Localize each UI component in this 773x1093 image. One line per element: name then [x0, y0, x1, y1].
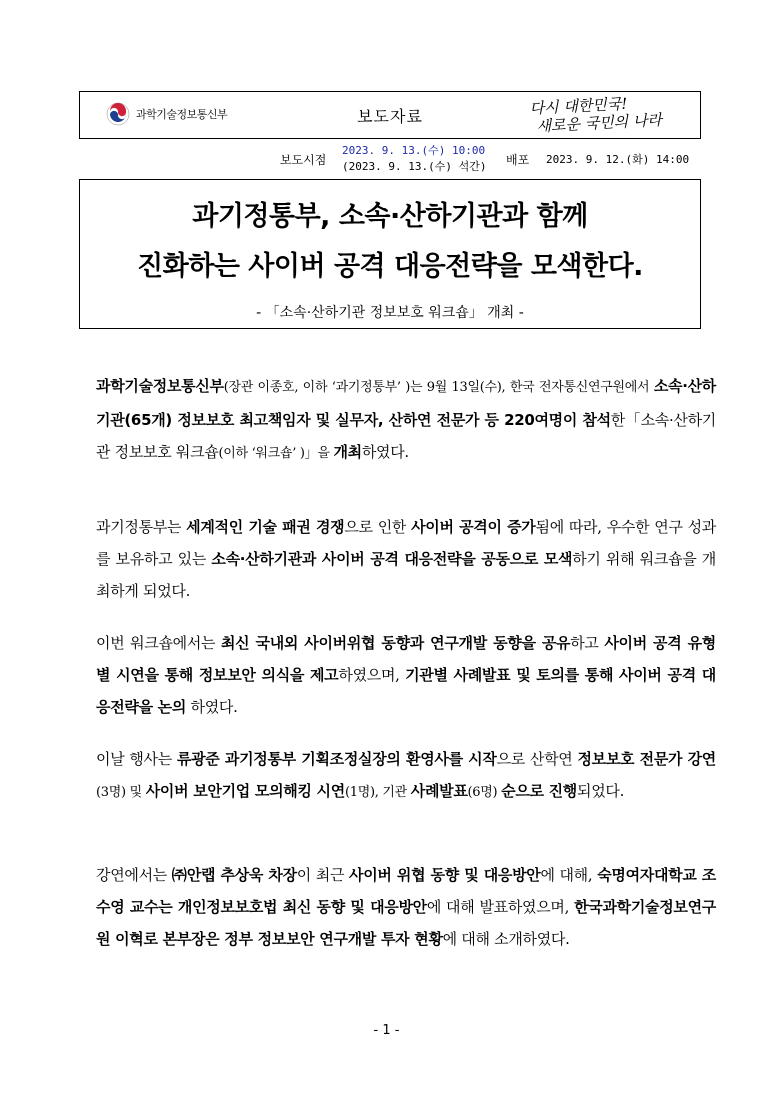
- text-span: 이날 행사는: [96, 750, 177, 768]
- text-span: 에 대해,: [540, 866, 598, 884]
- text-bold: 사례발표: [410, 782, 468, 800]
- text-span: 이번 워크숍에서는: [96, 634, 221, 652]
- text-span: 과기정통부는: [96, 518, 187, 536]
- release-time-label: 보도시점: [280, 153, 327, 167]
- text-span: 한「소속·산하기관 정보보호 워크숍: [96, 411, 716, 461]
- header-box: [79, 91, 701, 139]
- slogan-line-2: 새로운 국민의 나라: [536, 110, 663, 136]
- text-span: 하고: [570, 634, 605, 652]
- slogan-line-1: 다시 대한민국!: [529, 94, 628, 118]
- distribution-time: 2023. 9. 12.(화) 14:00: [546, 153, 690, 166]
- text-span: 됨에 따라, 우수한 연구 성과를 보유하고 있는: [96, 518, 716, 568]
- subtitle: - 「소속·산하기관 정보보호 워크숍」 개최 -: [256, 305, 524, 321]
- headline-line-2: 진화하는 사이버 공격 대응전략을 모색한다.: [137, 251, 643, 282]
- text-bold: 순으로 진행: [501, 782, 577, 800]
- text-span: 으로 인한: [344, 518, 412, 536]
- text-span: (6명): [467, 785, 502, 800]
- text-bold: 기관별 사례발표 및 토의를 통해 사이버 공격 대응전략을 논의: [96, 666, 716, 716]
- text-bold: 소속·산하기관(65개) 정보보호 최고책임자 및 실무자, 산하연 전문가 등 220여명이 참석: [96, 377, 716, 429]
- text-bold: 개최: [333, 443, 362, 461]
- text-bold: 숙명여자대학교 조수영 교수는 개인정보보호법 최신 동향 및 대응방안: [96, 866, 716, 916]
- text-span: (이하 ‘워크숍’ )」을: [218, 446, 334, 461]
- release-info: [280, 141, 710, 177]
- text-bold: 사이버 공격이 증가: [411, 518, 536, 536]
- text-bold: 류광준 과기정통부 기획조정실장의 환영사를 시작: [176, 750, 497, 768]
- release-time-primary: 2023. 9. 13.(수) 10:00: [342, 144, 486, 157]
- title-box: [79, 179, 701, 329]
- paragraph-4: [80, 743, 716, 809]
- text-bold: 정보보호 전문가 강연: [577, 750, 717, 768]
- text-bold: 사이버 공격 유형별 시연을 통해 정보보안 의식을 제고: [96, 634, 716, 684]
- text-bold: 사이버 위협 동향 및 대응방안: [349, 866, 541, 884]
- headline-line-1: 과기정통부, 소속·산하기관과 함께: [192, 201, 588, 232]
- release-time-secondary: (2023. 9. 13.(수) 석간): [342, 160, 487, 173]
- text-span: 이 최근: [296, 866, 350, 884]
- text-span: 하기 위해 워크숍을 개최하게 되었다.: [96, 550, 716, 600]
- text-span: 하였으며,: [338, 666, 406, 684]
- text-span: 에 대해 발표하였으며,: [426, 898, 575, 916]
- text-bold: ㈜안랩 추상욱 차장: [171, 866, 297, 884]
- doc-type-label: 보도자료: [357, 107, 423, 126]
- text-bold: 세계적인 기술 패권 경쟁: [186, 518, 345, 536]
- text-bold: 한국과학기술정보연구원 이혁로 본부장은 정부 정보보안 연구개발 투자 현황: [96, 898, 716, 948]
- paragraph-5: [80, 859, 716, 955]
- text-span: 하였다.: [361, 443, 409, 461]
- page-number: - 1 -: [373, 1023, 400, 1038]
- ministry-name: 과학기술정보통신부: [136, 108, 228, 121]
- text-bold: 소속·산하기관과 사이버 공격 대응전략을 공동으로 모색: [211, 550, 573, 568]
- paragraph-3: [80, 627, 716, 723]
- paragraph-2: [80, 511, 716, 607]
- text-bold: 사이버 보안기업 모의해킹 시연: [145, 782, 345, 800]
- text-span: (장관 이종호, 이하 ‘과기정통부’ )는 9월 13일(수), 한국 전자통신연구원에서: [223, 380, 654, 395]
- text-span: (3명) 및: [96, 785, 146, 800]
- text-span: 하였다.: [186, 698, 238, 716]
- paragraph-1: [80, 370, 716, 470]
- text-bold: 최신 국내외 사이버위협 동향과 연구개발 동향을 공유: [220, 634, 571, 652]
- text-span: 으로 산학연: [496, 750, 578, 768]
- text-bold: 과학기술정보통신부: [96, 377, 224, 395]
- text-span: 되었다.: [577, 782, 625, 800]
- text-span: (1명), 기관: [344, 785, 411, 800]
- slogan: [529, 92, 671, 135]
- distribution-label: 배포: [506, 153, 530, 167]
- text-span: 에 대해 소개하였다.: [442, 930, 570, 948]
- text-span: 강연에서는: [96, 866, 172, 884]
